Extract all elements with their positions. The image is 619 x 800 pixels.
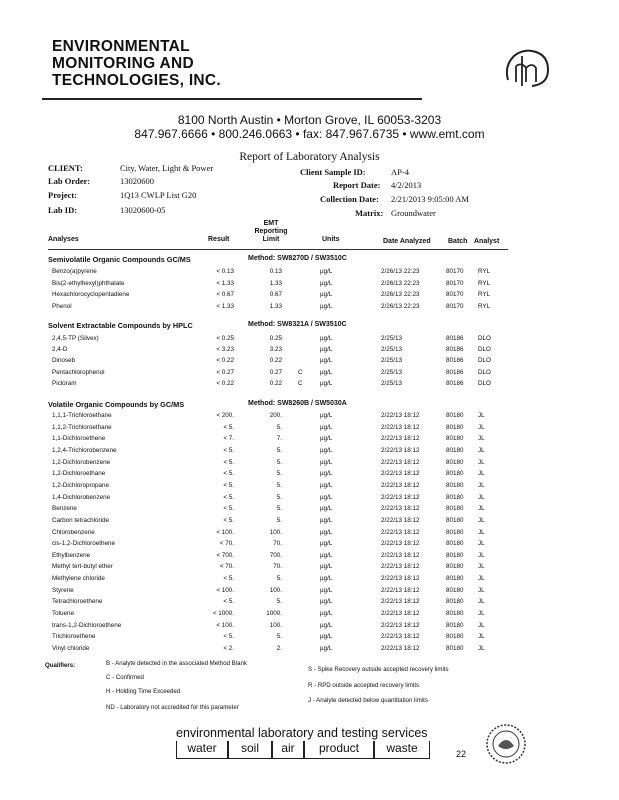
date-analyzed: 2/22/13 18:12 (381, 529, 420, 536)
date-analyzed: 2/25/13 (381, 346, 403, 353)
analyst-initials: DLO (478, 357, 491, 364)
date-analyzed: 2/26/13 22:23 (381, 303, 420, 310)
footer-item-water: water (176, 741, 228, 759)
result-value: < 0.27 (216, 369, 234, 376)
units-value: µg/L (320, 412, 333, 419)
analyte-name: Picloram (52, 380, 77, 387)
batch-number: 80180 (446, 622, 464, 629)
batch-number: 80180 (446, 552, 464, 559)
reporting-limit: 5. (276, 633, 282, 640)
units-value: µg/L (320, 587, 333, 594)
analyte-name: Chlorobenzene (52, 529, 95, 536)
units-value: µg/L (320, 424, 333, 431)
result-value: < 70. (219, 563, 234, 570)
batch-number: 80180 (446, 645, 464, 652)
units-value: µg/L (320, 447, 333, 454)
result-value: < 5. (223, 575, 234, 582)
batch-number: 80186 (446, 357, 464, 364)
analyte-name: 1,1,1-Trichloroethane (52, 412, 112, 419)
analyst-initials: JL (478, 622, 485, 629)
client-label: CLIENT: (48, 163, 83, 173)
reporting-limit: 70. (273, 563, 282, 570)
units-value: µg/L (320, 280, 333, 287)
analyte-name: Pentachlorophenol (52, 369, 105, 376)
batch-number: 80186 (446, 335, 464, 342)
date-analyzed: 2/22/13 18:12 (381, 517, 420, 524)
reporting-limit: 5. (276, 598, 282, 605)
analyst-initials: JL (478, 435, 485, 442)
report-date-label: Report Date: (333, 180, 381, 190)
units-value: µg/L (320, 633, 333, 640)
result-value: < 7. (223, 435, 234, 442)
reporting-limit: 5. (276, 575, 282, 582)
analyst-initials: RYL (478, 280, 491, 287)
analyte-name: Styrene (52, 587, 74, 594)
page-number: 22 (456, 749, 467, 759)
reporting-limit: 70. (273, 540, 282, 547)
report-title: Report of Laboratory Analysis (239, 151, 380, 163)
analyte-name: Vinyl chloride (52, 645, 90, 652)
footer-item-waste: waste (374, 741, 430, 759)
batch-number: 80170 (446, 268, 464, 275)
analyst-initials: DLO (478, 380, 491, 387)
batch-number: 80186 (446, 346, 464, 353)
lab-order-value: 13020600 (120, 176, 154, 186)
section-title: Semivolatile Organic Compounds GC/MS (48, 255, 191, 264)
analyst-initials: JL (478, 517, 485, 524)
units-value: µg/L (320, 346, 333, 353)
analyte-name: Bis(2-ethylhexyl)phthalate (52, 280, 125, 287)
batch-number: 80180 (446, 540, 464, 547)
section-method: Method: SW8270D / SW3510C (248, 255, 347, 262)
reporting-limit: 100. (269, 529, 282, 536)
qualifier-r: R - RPD outside accepted recovery limits (308, 682, 420, 689)
section-method: Method: SW8260B / SW5030A (248, 400, 347, 407)
analyte-name: 1,2-Dichloroethane (52, 470, 106, 477)
collection-date-value: 2/21/2013 9:05:00 AM (391, 194, 469, 204)
units-value: µg/L (320, 303, 333, 310)
reporting-limit: 3.23 (269, 346, 282, 353)
batch-number: 80170 (446, 291, 464, 298)
date-analyzed: 2/22/13 18:12 (381, 622, 420, 629)
batch-number: 80180 (446, 598, 464, 605)
company-name-line-1: ENVIRONMENTAL (52, 38, 190, 55)
qualifiers-label: Qualifiers: (45, 662, 76, 669)
analyst-initials: JL (478, 494, 485, 501)
qualifier-s: S - Spike Recovery outside accepted recovery limits (308, 666, 449, 673)
footer-item-soil: soil (228, 741, 272, 759)
date-analyzed: 2/22/13 18:12 (381, 505, 420, 512)
qualifier-flag: C (298, 369, 303, 376)
batch-number: 80180 (446, 505, 464, 512)
units-value: µg/L (320, 505, 333, 512)
result-value: < 3.23 (216, 346, 234, 353)
result-value: < 5. (223, 598, 234, 605)
batch-number: 80180 (446, 447, 464, 454)
reporting-limit: 100. (269, 622, 282, 629)
result-value: < 5. (223, 517, 234, 524)
batch-number: 80180 (446, 529, 464, 536)
analyst-initials: JL (478, 552, 485, 559)
analyst-initials: JL (478, 447, 485, 454)
reporting-limit: 0.25 (269, 335, 282, 342)
units-value: µg/L (320, 291, 333, 298)
analyst-initials: JL (478, 540, 485, 547)
footer-item-product: product (304, 741, 374, 759)
analyst-initials: DLO (478, 369, 491, 376)
units-value: µg/L (320, 268, 333, 275)
analyte-name: 1,1,2-Trichloroethane (52, 424, 112, 431)
result-value: < 0.67 (216, 291, 234, 298)
batch-number: 80180 (446, 412, 464, 419)
result-value: < 100. (216, 587, 234, 594)
analyte-name: 1,2,4-Trichlorobenzene (52, 447, 117, 454)
date-analyzed: 2/22/13 18:12 (381, 494, 420, 501)
date-analyzed: 2/26/13 22:23 (381, 280, 420, 287)
date-analyzed: 2/22/13 18:12 (381, 563, 420, 570)
batch-number: 80180 (446, 633, 464, 640)
analyst-initials: DLO (478, 335, 491, 342)
reporting-limit: 5. (276, 494, 282, 501)
footer-item-air: air (272, 741, 304, 759)
result-value: < 70. (219, 540, 234, 547)
col-units: Units (322, 236, 340, 243)
date-analyzed: 2/22/13 18:12 (381, 540, 420, 547)
reporting-limit: 0.22 (269, 357, 282, 364)
qualifier-h: H - Holding Time Exceeded (106, 688, 181, 695)
analyst-initials: JL (478, 598, 485, 605)
result-value: < 5. (223, 494, 234, 501)
reporting-limit: 0.27 (269, 369, 282, 376)
units-value: µg/L (320, 380, 333, 387)
batch-number: 80180 (446, 470, 464, 477)
analyte-name: trans-1,2-Dichloroethene (52, 622, 122, 629)
company-address: 8100 North Austin • Morton Grove, IL 60053-3203 (177, 113, 442, 127)
batch-number: 80180 (446, 575, 464, 582)
project-label: Project: (48, 190, 78, 200)
batch-number: 80170 (446, 280, 464, 287)
batch-number: 80180 (446, 435, 464, 442)
analyte-name: Hexachlorocyclopentadiene (52, 291, 130, 298)
reporting-limit: 100. (269, 587, 282, 594)
date-analyzed: 2/25/13 (381, 380, 403, 387)
date-analyzed: 2/22/13 18:12 (381, 447, 420, 454)
reporting-limit: 5. (276, 517, 282, 524)
lab-order-label: Lab Order: (48, 176, 91, 186)
matrix-label: Matrix: (355, 208, 384, 218)
result-value: < 100. (216, 529, 234, 536)
result-value: < 0.22 (216, 380, 234, 387)
analyte-name: Benzene (52, 505, 77, 512)
analyst-initials: RYL (478, 268, 491, 275)
units-value: µg/L (320, 622, 333, 629)
analyte-name: 1,4-Dichlorobenzene (52, 494, 111, 501)
reporting-limit: 1.33 (269, 303, 282, 310)
units-value: µg/L (320, 540, 333, 547)
units-value: µg/L (320, 459, 333, 466)
result-value: < 5. (223, 447, 234, 454)
units-value: µg/L (320, 598, 333, 605)
batch-number: 80180 (446, 610, 464, 617)
units-value: µg/L (320, 563, 333, 570)
batch-number: 80186 (446, 369, 464, 376)
date-analyzed: 2/22/13 18:12 (381, 459, 420, 466)
date-analyzed: 2/22/13 18:12 (381, 633, 420, 640)
col-analyses: Analyses (48, 236, 79, 243)
section-title: Volatile Organic Compounds by GC/MS (48, 400, 185, 409)
col-batch: Batch (448, 238, 468, 245)
analyst-initials: RYL (478, 303, 491, 310)
units-value: µg/L (320, 529, 333, 536)
reporting-limit: 1.33 (269, 280, 282, 287)
col-reporting-limit: EMT Reporting Limit (254, 220, 288, 243)
analyte-name: Benzo(a)pyrene (52, 268, 97, 275)
result-value: < 1.33 (216, 280, 234, 287)
result-value: < 1000. (212, 610, 234, 617)
company-name (52, 38, 221, 89)
date-analyzed: 2/22/13 18:12 (381, 645, 420, 652)
date-analyzed: 2/22/13 18:12 (381, 470, 420, 477)
date-analyzed: 2/22/13 18:12 (381, 587, 420, 594)
reporting-limit: 0.22 (269, 380, 282, 387)
company-name-line-3: TECHNOLOGIES, INC. (52, 72, 222, 89)
result-value: < 200. (216, 412, 234, 419)
analyte-name: Trichloroethene (52, 633, 96, 640)
batch-number: 80180 (446, 517, 464, 524)
analyte-name: Ethylbenzene (52, 552, 91, 559)
analyte-name: 1,2-Dichlorobenzene (52, 459, 111, 466)
report-date-value: 4/2/2013 (391, 180, 422, 190)
analyst-initials: JL (478, 575, 485, 582)
result-value: < 2. (223, 645, 234, 652)
section-method: Method: SW8321A / SW3510C (248, 321, 347, 328)
batch-number: 80180 (446, 459, 464, 466)
batch-number: 80180 (446, 482, 464, 489)
analyte-name: 2,4-D (52, 346, 68, 353)
accreditation-seal-icon (484, 722, 528, 766)
units-value: µg/L (320, 435, 333, 442)
result-value: < 5. (223, 459, 234, 466)
result-value: < 0.13 (216, 268, 234, 275)
batch-number: 80180 (446, 587, 464, 594)
qualifier-b: B - Analyte detected in the associated Method Blank (106, 660, 247, 667)
result-value: < 700. (216, 552, 234, 559)
reporting-limit: 0.13 (269, 268, 282, 275)
analyst-initials: JL (478, 424, 485, 431)
analyte-name: Methylene chloride (52, 575, 105, 582)
units-value: µg/L (320, 369, 333, 376)
units-value: µg/L (320, 552, 333, 559)
result-value: < 1.33 (216, 303, 234, 310)
col-date-analyzed: Date Analyzed (383, 238, 431, 245)
analyst-initials: JL (478, 412, 485, 419)
qualifier-nd: ND - Laboratory not accredited for this parameter (106, 704, 239, 711)
analyte-name: Methyl tert-butyl ether (52, 563, 113, 570)
units-value: µg/L (320, 335, 333, 342)
analyst-initials: RYL (478, 291, 491, 298)
reporting-limit: 200. (269, 412, 282, 419)
analyst-initials: JL (478, 587, 485, 594)
reporting-limit: 2. (276, 645, 282, 652)
matrix-value: Groundwater (391, 208, 436, 218)
result-value: < 5. (223, 505, 234, 512)
batch-number: 80180 (446, 424, 464, 431)
batch-number: 80180 (446, 563, 464, 570)
analyte-name: Dinoseb (52, 357, 76, 364)
date-analyzed: 2/25/13 (381, 357, 403, 364)
project-value: 1Q13 CWLP List G20 (120, 190, 197, 200)
batch-number: 80180 (446, 494, 464, 501)
analyte-name: 2,4,5-TP (Silvex) (52, 335, 99, 342)
col-analyst: Analyst (474, 238, 500, 245)
client-value: City, Water, Light & Power (120, 163, 214, 173)
analyte-name: Phenol (52, 303, 72, 310)
units-value: µg/L (320, 482, 333, 489)
reporting-limit: 7. (276, 435, 282, 442)
units-value: µg/L (320, 357, 333, 364)
units-value: µg/L (320, 575, 333, 582)
date-analyzed: 2/25/13 (381, 335, 403, 342)
emt-logo-icon (502, 44, 554, 90)
analyte-name: Tetrachloroethene (52, 598, 103, 605)
reporting-limit: 5. (276, 459, 282, 466)
analyst-initials: JL (478, 470, 485, 477)
reporting-limit: 700. (269, 552, 282, 559)
reporting-limit: 5. (276, 447, 282, 454)
result-value: < 5. (223, 424, 234, 431)
result-value: < 5. (223, 633, 234, 640)
analyte-name: 1,1-Dichloroethene (52, 435, 106, 442)
reporting-limit: 5. (276, 482, 282, 489)
date-analyzed: 2/22/13 18:12 (381, 424, 420, 431)
result-value: < 5. (223, 482, 234, 489)
analyst-initials: JL (478, 505, 485, 512)
analyst-initials: DLO (478, 346, 491, 353)
analyst-initials: JL (478, 645, 485, 652)
units-value: µg/L (320, 645, 333, 652)
batch-number: 80186 (446, 380, 464, 387)
date-analyzed: 2/22/13 18:12 (381, 412, 420, 419)
col-result: Result (208, 236, 230, 243)
footer-tagline: environmental laboratory and testing services (176, 726, 428, 740)
analyte-name: Carbon tetrachloride (52, 517, 110, 524)
date-analyzed: 2/22/13 18:12 (381, 598, 420, 605)
lab-id-value: 13020600-05 (120, 205, 166, 215)
reporting-limit: 5. (276, 424, 282, 431)
units-value: µg/L (320, 494, 333, 501)
collection-date-label: Collection Date: (320, 194, 379, 204)
qualifier-c: C - Confirmed (106, 674, 144, 681)
date-analyzed: 2/22/13 18:12 (381, 482, 420, 489)
analyte-name: Toluene (52, 610, 75, 617)
analyst-initials: JL (478, 459, 485, 466)
units-value: µg/L (320, 517, 333, 524)
result-value: < 5. (223, 470, 234, 477)
analyst-initials: JL (478, 610, 485, 617)
date-analyzed: 2/22/13 18:12 (381, 435, 420, 442)
analyte-name: 1,2-Dichloropropane (52, 482, 110, 489)
date-analyzed: 2/22/13 18:12 (381, 552, 420, 559)
client-sample-id-label: Client Sample ID: (300, 167, 366, 177)
analyst-initials: JL (478, 563, 485, 570)
reporting-limit: 5. (276, 470, 282, 477)
client-sample-id-value: AP-4 (391, 167, 409, 177)
analyst-initials: JL (478, 529, 485, 536)
company-contact: 847.967.6666 • 800.246.0663 • fax: 847.967.6735 • www.emt.com (134, 127, 485, 141)
date-analyzed: 2/26/13 22:23 (381, 291, 420, 298)
units-value: µg/L (320, 610, 333, 617)
result-value: < 100. (216, 622, 234, 629)
reporting-limit: 0.67 (269, 291, 282, 298)
analyst-initials: JL (478, 482, 485, 489)
header-divider (48, 249, 508, 250)
batch-number: 80170 (446, 303, 464, 310)
date-analyzed: 2/22/13 18:12 (381, 575, 420, 582)
letterhead-rule (42, 98, 422, 100)
qualifier-j: J - Analyte detected below quantitation limits (308, 697, 428, 704)
analyte-name: cis-1,2-Dichloroethene (52, 540, 115, 547)
section-title: Solvent Extractable Compounds by HPLC (48, 321, 193, 330)
company-name-line-2: MONITORING AND (52, 55, 194, 72)
lab-id-label: Lab ID: (48, 205, 78, 215)
reporting-limit: 1000. (266, 610, 282, 617)
reporting-limit: 5. (276, 505, 282, 512)
result-value: < 0.25 (216, 335, 234, 342)
result-value: < 0.22 (216, 357, 234, 364)
date-analyzed: 2/22/13 18:12 (381, 610, 420, 617)
qualifier-flag: C (298, 380, 303, 387)
date-analyzed: 2/26/13 22:23 (381, 268, 420, 275)
analyst-initials: JL (478, 633, 485, 640)
units-value: µg/L (320, 470, 333, 477)
date-analyzed: 2/25/13 (381, 369, 403, 376)
